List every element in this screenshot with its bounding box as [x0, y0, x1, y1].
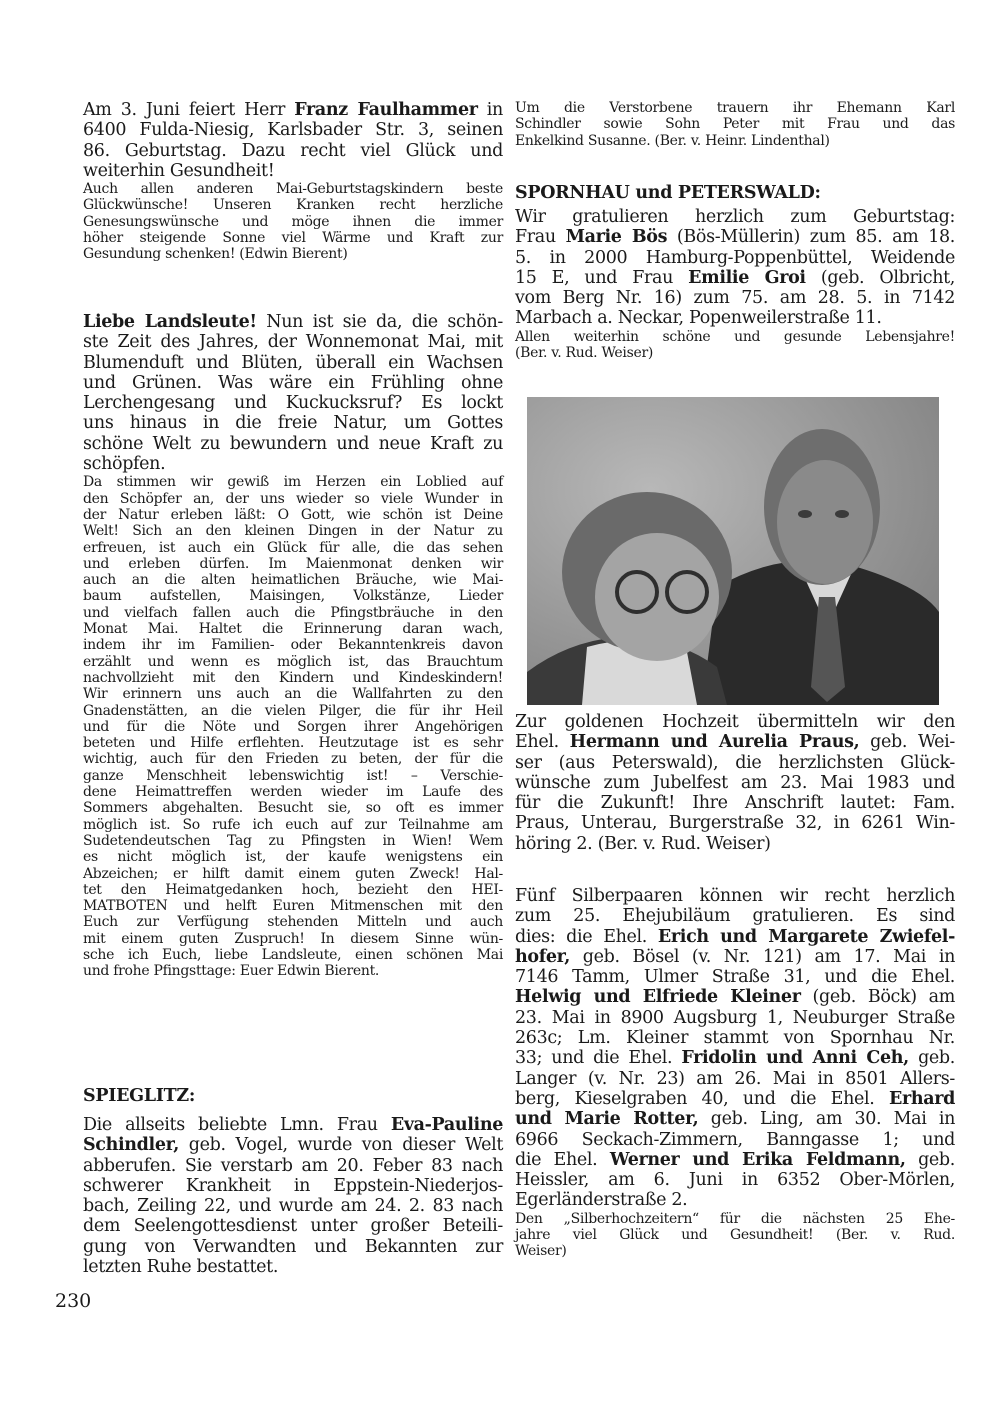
- letter-to-countrymen: [83, 312, 503, 980]
- text-line: höher steigende Sonne viel Wärme und Kraft zur: [83, 230, 503, 247]
- text-line: mit einem guten Zuspruch! In diesem Sinne wün-: [83, 930, 503, 947]
- section-heading: SPORNHAU und PETERSWALD:: [515, 183, 821, 203]
- text-line: [83, 141, 503, 161]
- text-run: dem Seelengottesdienst unter großer Beteili-: [83, 1216, 503, 1237]
- text-line: sche ich Euch, liebe Landsleute, einen schönen Mai: [83, 946, 503, 963]
- birthday-greetings: [515, 207, 955, 361]
- text-run: weiterhin Gesundheit!: [83, 160, 275, 181]
- text-line: [83, 1156, 503, 1176]
- text-line: [515, 1048, 955, 1068]
- text-run: 7146 Tamm, Ulmer Straße 31, und die Ehel.: [515, 967, 955, 988]
- text-line: und für die Nöte und Sorgen ihrer Angehörigen: [83, 718, 503, 735]
- text-line: MATBOTEN und helft Euren Mitmenschen mit den: [83, 898, 503, 915]
- text-line: [83, 393, 503, 413]
- text-line: den Schöpfer an, der uns wieder so viele Wunder in: [83, 490, 503, 507]
- text-line: Um die Verstorbene trauern ihr Ehemann Karl: [515, 100, 955, 116]
- text-line: Gnadenstätten, an die vielen Pilger, die für ihr Heil: [83, 702, 503, 719]
- text-line: und frohe Pfingsttage: Euer Edwin Bierent.: [83, 963, 380, 980]
- text-run: für die Zukunft! Ihre Anschrift lautet: Fam.: [515, 793, 955, 814]
- section-heading: SPIEGLITZ:: [83, 1086, 196, 1106]
- text-run: vom Berg Nr. 16) zum 75. am 28. 5. in 7142: [515, 288, 955, 309]
- page-number: 230: [55, 1290, 92, 1312]
- spornhau-section: [515, 182, 955, 361]
- text-line: Wir erinnern uns auch an die Wallfahrten zu den: [83, 686, 503, 703]
- text-line: Monat Mai. Haltet die Erinnerung daran wach,: [83, 621, 503, 638]
- text-line: erfreuen, ist auch ein Glück für alle, die das sehen: [83, 539, 503, 556]
- text-run: ste Zeit des Jahres, der Wonnemonat Mai, mit: [83, 332, 503, 353]
- golden-wedding-note: [515, 712, 955, 854]
- text-line: [515, 308, 955, 328]
- text-run: Marbach a. Neckar, Popenweilerstraße 11.: [515, 308, 882, 329]
- text-run: Ehel.: [515, 732, 570, 753]
- spieglitz-section: [83, 1085, 503, 1277]
- text-line: baum aufstellen, Maisingen, Volkstänze, Lieder: [83, 588, 503, 605]
- text-run: Nun ist sie da, die schön-: [256, 312, 503, 332]
- bold-name: Eva-Pauline: [390, 1115, 503, 1135]
- couple-portrait-image: [527, 397, 939, 705]
- bold-name: Helwig und Elfriede Kleiner: [515, 987, 801, 1008]
- text-run: abberufen. Sie verstarb am 20. Feber 83 nach: [83, 1155, 503, 1176]
- text-run: höring 2. (Ber. v. Rud. Weiser): [515, 833, 771, 854]
- text-run: Am 3. Juni feiert Herr: [83, 100, 295, 120]
- text-line: Sudetendeutschen Tag zu Pfingsten in Wien! Wem: [83, 832, 503, 849]
- text-run: Die allseits beliebte Lmn. Frau: [83, 1115, 391, 1135]
- silver-wedding-note: [515, 886, 955, 1260]
- text-line: [515, 834, 955, 854]
- text-line: [515, 906, 955, 926]
- text-line: dene Heimattreffen werden wieder im Laufe des: [83, 784, 503, 801]
- text-line: indem ihr im Familien- oder Bekanntenkreis davon: [83, 637, 503, 654]
- text-run: geb.: [905, 1149, 956, 1170]
- text-line: [83, 353, 503, 373]
- text-line: Sommers abgehalten. Besucht sie, so oft es immer: [83, 800, 503, 817]
- text-run: Lerchengesang und Kuckucksruf? Es lockt: [83, 393, 503, 414]
- text-line: [515, 1008, 955, 1028]
- text-run: Praus, Unterau, Burgerstraße 32, in 6261 Win-: [515, 813, 955, 834]
- text-run: 23. Mai in 8900 Augsburg 1, Neuburger Straße: [515, 1007, 955, 1028]
- text-line: Welt! Sich an den kleinen Dingen in der Natur zu: [83, 523, 503, 540]
- text-line: nachvollzieht mit den Kindern und Kindeskindern!: [83, 669, 503, 686]
- text-line: [83, 161, 503, 181]
- text-line: [515, 886, 955, 906]
- text-line: [515, 1130, 955, 1150]
- bold-name: Liebe Landsleute!: [83, 312, 257, 332]
- couple-photo: [527, 397, 939, 705]
- text-line: [515, 207, 955, 227]
- bold-name: Schindler,: [83, 1135, 179, 1156]
- text-line: [515, 927, 955, 947]
- text-line: [515, 813, 955, 833]
- text-line: und vielfach fallen auch die Pfingstbräuche in den: [83, 604, 503, 621]
- text-line: Enkelkind Susanne. (Ber. v. Heinr. Lindenthal): [515, 132, 830, 149]
- text-line: Glückwünsche! Unseren Kranken recht herzliche: [83, 197, 503, 214]
- text-line: [515, 947, 955, 967]
- text-run: Zur goldenen Hochzeit übermitteln wir den: [515, 712, 955, 732]
- text-line: [515, 753, 955, 773]
- text-line: [83, 332, 503, 352]
- text-run: 5. in 2000 Hamburg-Poppenbüttel, Weidende: [515, 247, 955, 268]
- text-run: geb. Wei-: [859, 732, 955, 753]
- text-line: beteten und Hilfe erflehten. Heutzutage ist es sehr: [83, 735, 503, 752]
- text-line: [515, 1190, 955, 1210]
- bold-name: Hermann und Aurelia Praus,: [569, 732, 860, 753]
- text-line: Da stimmen wir gewiß im Herzen ein Loblied auf: [83, 474, 503, 491]
- text-line: [83, 1115, 503, 1135]
- text-line: Allen weiterhin schöne und gesunde Lebensjahre!: [515, 328, 955, 345]
- text-line: [515, 268, 955, 288]
- text-run: 6966 Seckach-Zimmern, Banngasse 1; und: [515, 1129, 955, 1150]
- text-line: [515, 288, 955, 308]
- text-line: Auch allen anderen Mai-Geburtstagskindern beste: [83, 181, 503, 198]
- text-line: Den „Silberhochzeitern“ für die nächsten 25 Ehe-: [515, 1210, 955, 1227]
- text-run: Blumenduft und Blüten, überall ein Wachsen: [83, 352, 503, 373]
- text-line: jahre viel Glück und Gesundheit! (Ber. v. Rud.: [515, 1227, 955, 1244]
- text-line: [83, 1216, 503, 1236]
- text-line: Euch zur Verfügung stehenden Mitteln und auch: [83, 914, 503, 931]
- text-run: 86. Geburtstag. Dazu recht viel Glück und: [83, 140, 503, 161]
- bold-name: und Marie Rotter,: [515, 1109, 699, 1130]
- text-run: schöpfen.: [83, 454, 166, 475]
- text-run: 15 E, und Frau: [515, 267, 689, 288]
- text-line: [515, 987, 955, 1007]
- text-line: [515, 1089, 955, 1109]
- text-line: [515, 773, 955, 793]
- text-line: Genesungswünsche und möge ihnen die immer: [83, 213, 503, 230]
- text-line: [83, 1237, 503, 1257]
- text-line: wichtig, auch für den Frieden zu beten, der für die: [83, 751, 503, 768]
- text-line: [83, 1135, 503, 1155]
- text-run: geb. Ling, am 30. Mai in: [698, 1109, 955, 1130]
- text-line: [83, 1257, 503, 1277]
- text-run: berg, Kieselgraben 40, und die Ehel.: [515, 1088, 890, 1109]
- bold-name: Fridolin und Anni Ceh,: [681, 1048, 909, 1069]
- text-run: schöne Welt zu bewundern und neue Kraft zu: [83, 433, 503, 454]
- text-line: [83, 373, 503, 393]
- text-line: [515, 1109, 955, 1129]
- text-run: in: [477, 100, 503, 120]
- text-run: uns hinaus in die freie Natur, um Gottes: [83, 413, 503, 434]
- text-line: [83, 120, 503, 140]
- mourners-note: [515, 100, 955, 149]
- text-line: der Natur erleben läßt: O Gott, wie schön ist Deine: [83, 506, 503, 523]
- text-run: (geb. Olbricht,: [805, 267, 956, 288]
- text-run: Egerländerstraße 2.: [515, 1190, 688, 1211]
- text-line: [515, 1150, 955, 1170]
- text-run: Frau: [515, 227, 566, 248]
- text-run: (geb. Böck) am: [800, 987, 955, 1008]
- text-line: tet den Heimatgedanken hoch, bezieht den HEI-: [83, 881, 503, 898]
- text-run: letzten Ruhe bestattet.: [83, 1257, 279, 1278]
- text-run: die Ehel.: [515, 1149, 610, 1170]
- bold-name: Marie Bös: [565, 227, 668, 248]
- text-run: Fünf Silberpaaren können wir recht herzlich: [515, 886, 955, 906]
- text-line: [515, 1028, 955, 1048]
- birthday-note: [83, 100, 503, 263]
- bold-name: Franz Faulhammer: [294, 100, 478, 120]
- text-line: Abzeichen; er hilft damit einem guten Zweck! Hal-: [83, 865, 503, 882]
- text-line: [515, 732, 955, 752]
- bold-name: Werner und Erika Feldmann,: [609, 1149, 906, 1170]
- text-line: Weiser): [515, 1243, 567, 1260]
- text-line: [515, 227, 955, 247]
- text-line: [83, 434, 503, 454]
- text-run: 263c; Lm. Kleiner stammt von Spornhau Nr.: [515, 1028, 955, 1049]
- text-run: geb. Vogel, wurde von dieser Welt: [178, 1135, 503, 1156]
- man-face: [777, 460, 873, 584]
- text-line: [515, 712, 955, 732]
- text-run: und Grünen. Was wäre ein Frühling ohne: [83, 372, 503, 393]
- text-line: [83, 454, 503, 474]
- text-run: geb. Bösel (v. Nr. 121) am 17. Mai in: [570, 946, 955, 967]
- text-run: 6400 Fulda-Niesig, Karlsbader Str. 3, seinen: [83, 120, 503, 141]
- bold-name: Emilie Groi: [688, 267, 806, 288]
- text-run: schwerer Krankheit in Eppstein-Niederjos-: [83, 1175, 503, 1196]
- text-run: (Bös-Müllerin) zum 85. am 18.: [667, 227, 955, 248]
- text-line: [83, 413, 503, 433]
- bold-name: Erich und Margarete Zwiefel-: [657, 926, 955, 947]
- text-line: Schindler sowie Sohn Peter mit Frau und das: [515, 116, 955, 133]
- text-line: [83, 100, 503, 120]
- text-line: (Ber. v. Rud. Weiser): [515, 345, 653, 362]
- text-line: [83, 1176, 503, 1196]
- text-line: [515, 1069, 955, 1089]
- text-line: möglich ist. So rufe ich euch auf zur Teilnahme am: [83, 816, 503, 833]
- text-run: bach, Zeiling 22, und wurde am 24. 2. 83 nach: [83, 1196, 503, 1217]
- text-line: [83, 1196, 503, 1216]
- text-line: [515, 793, 955, 813]
- text-line: erzählt und wenn es möglich ist, das Brauchtum: [83, 653, 503, 670]
- text-line: [515, 248, 955, 268]
- text-run: zum 25. Ehejubiläum gratulieren. Es sind: [515, 906, 955, 927]
- text-line: Gesundung schenken! (Edwin Bierent): [83, 246, 348, 263]
- text-line: [515, 967, 955, 987]
- text-line: auch an die alten heimatlichen Bräuche, wie Mai-: [83, 572, 503, 589]
- bold-name: Erhard: [889, 1088, 955, 1109]
- text-run: Langer (v. Nr. 23) am 26. Mai in 8501 Allers-: [515, 1068, 955, 1089]
- bold-name: hofer,: [515, 946, 570, 967]
- text-line: [83, 312, 503, 332]
- text-run: dies: die Ehel.: [515, 926, 658, 947]
- text-line: [515, 1170, 955, 1190]
- text-run: gung von Verwandten und Bekannten zur: [83, 1236, 503, 1257]
- text-run: ser (aus Peterswald), die herzlichsten Glück-: [515, 752, 955, 773]
- text-run: 33; und die Ehel.: [515, 1048, 682, 1069]
- text-run: Heissler, am 6. Juni in 6352 Ober-Mörlen,: [515, 1170, 955, 1191]
- text-line: und erleben dürfen. Im Maienmonat denken wir: [83, 555, 503, 572]
- text-run: Wir gratulieren herzlich zum Geburtstag:: [515, 207, 955, 227]
- text-line: ganze Menschheit lebenswichtig ist! – Verschie-: [83, 767, 503, 784]
- text-line: es nicht möglich ist, der kaufe wenigstens ein: [83, 849, 503, 866]
- obituary-text: [83, 1115, 503, 1277]
- text-run: wünsche zum Jubelfest am 23. Mai 1983 und: [515, 772, 955, 793]
- text-run: geb.: [908, 1048, 956, 1069]
